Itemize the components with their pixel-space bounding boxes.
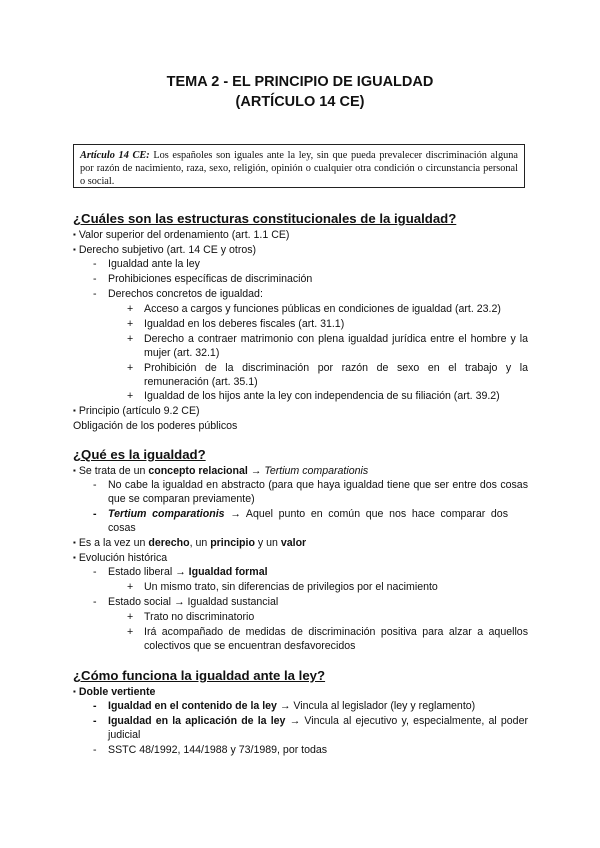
section-heading-equality: ¿Qué es la igualdad? <box>73 447 206 462</box>
bold-term: valor <box>280 537 307 549</box>
page-title: TEMA 2 - EL PRINCIPIO DE IGUALDAD <box>166 74 434 90</box>
plus-marker: + <box>127 581 134 593</box>
list-item: ▪ Valor superior del ordenamiento (art. 1.1 CE) <box>73 228 289 243</box>
list-item: Igualdad en los deberes fiscales (art. 31.1) <box>144 318 345 330</box>
dash-marker: - <box>93 273 97 285</box>
list-item: ▪ Doble vertiente <box>73 685 155 700</box>
dash-marker: - <box>93 715 97 727</box>
list-item <box>108 507 508 535</box>
dash-marker: - <box>93 744 97 756</box>
plus-marker: + <box>127 626 134 638</box>
text-run: Se trata de un <box>78 465 149 477</box>
plus-marker: + <box>127 303 134 315</box>
bold-term: derecho <box>148 537 190 549</box>
bold-term: Igualdad en la aplicación de la ley <box>108 715 286 727</box>
plus-marker: + <box>127 611 134 623</box>
list-item: ▪ Evolución histórica <box>73 551 167 566</box>
list-item <box>108 565 268 579</box>
list-item <box>108 699 475 713</box>
bold-term: Igualdad formal <box>188 566 268 578</box>
bold-term: principio <box>210 537 255 549</box>
bold-term: Igualdad en el contenido de la ley <box>108 700 277 712</box>
list-item: Derecho a contraer matrimonio con plena igualdad jurídica entre el hombre y la mujer (art. 32.1) <box>144 333 528 360</box>
text-run: Es a la vez un <box>78 537 149 549</box>
article-text: Los españoles son iguales ante la ley, sin que pueda prevalecer discriminación alguna por razón de nacimiento, raza, sexo, religión, opinión o cualquier otra condición o circunstancia personal o social. <box>80 150 519 188</box>
plain-line: Obligación de los poderes públicos <box>73 420 238 432</box>
list-item <box>73 464 368 479</box>
dash-marker: - <box>93 258 97 270</box>
dash-marker: - <box>93 566 97 578</box>
bold-italic-term: Tertium comparationis <box>108 508 225 520</box>
list-item: ▪ Principio (artículo 9.2 CE) <box>73 404 200 419</box>
dash-marker: - <box>93 596 97 608</box>
list-item: Derechos concretos de igualdad: <box>108 288 263 300</box>
list-item: Irá acompañado de medidas de discriminación positiva para alzar a aquellos colectivos que se encuentran desfavorecidos <box>144 626 528 653</box>
arrow-text: → <box>247 465 265 477</box>
plus-marker: + <box>127 318 134 330</box>
text-run: , un <box>189 537 211 549</box>
italic-term: Tertium comparationis <box>264 465 369 477</box>
text-run: → Vincula al legislador (ley y reglamento) <box>276 700 476 712</box>
text-run: Estado liberal → <box>108 566 189 578</box>
dash-marker: - <box>93 288 97 300</box>
list-item: Un mismo trato, sin diferencias de privilegios por el nacimiento <box>144 581 438 593</box>
section-heading-structures: ¿Cuáles son las estructuras constitucionales de la igualdad? <box>73 211 457 226</box>
plus-marker: + <box>127 333 134 345</box>
list-item: Acceso a cargos y funciones públicas en condiciones de igualdad (art. 23.2) <box>144 303 501 315</box>
list-item: SSTC 48/1992, 144/1988 y 73/1989, por todas <box>108 744 328 756</box>
list-item: Prohibición de la discriminación por razón de sexo en el trabajo y la remuneración (art. 35.1) <box>144 362 528 389</box>
plus-marker: + <box>127 362 134 374</box>
text-run: → Aquel punto en común que nos hace comparar dos cosas <box>108 508 508 535</box>
text-run: → Vincula al ejecutivo y, especialmente, al poder judicial <box>108 715 528 742</box>
plus-marker: + <box>127 390 134 402</box>
dash-marker: - <box>93 508 97 520</box>
list-item: Trato no discriminatorio <box>144 611 255 623</box>
dash-marker: - <box>93 700 97 712</box>
list-item: ▪ Derecho subjetivo (art. 14 CE y otros) <box>73 243 256 258</box>
section-heading-function: ¿Cómo funciona la igualdad ante la ley? <box>73 668 326 683</box>
list-item <box>73 536 306 551</box>
list-item: No cabe la igualdad en abstracto (para que haya igualdad tiene que ser entre dos cosas que se comparan previamente) <box>108 479 528 506</box>
list-item: Estado social → Igualdad sustancial <box>108 596 279 608</box>
article-quote-box <box>73 144 525 188</box>
dash-marker: - <box>93 479 97 491</box>
page-subtitle: (ARTÍCULO 14 CE) <box>235 94 365 110</box>
list-item: Igualdad de los hijos ante la ley con independencia de su filiación (art. 39.2) <box>144 390 500 402</box>
text-run: y un <box>254 537 281 549</box>
list-item: Prohibiciones específicas de discriminación <box>108 273 313 285</box>
article-label: Artículo 14 CE: <box>80 150 150 161</box>
list-item: Igualdad ante la ley <box>108 258 200 270</box>
bold-term: concepto relacional <box>148 465 248 477</box>
list-item <box>108 714 528 742</box>
